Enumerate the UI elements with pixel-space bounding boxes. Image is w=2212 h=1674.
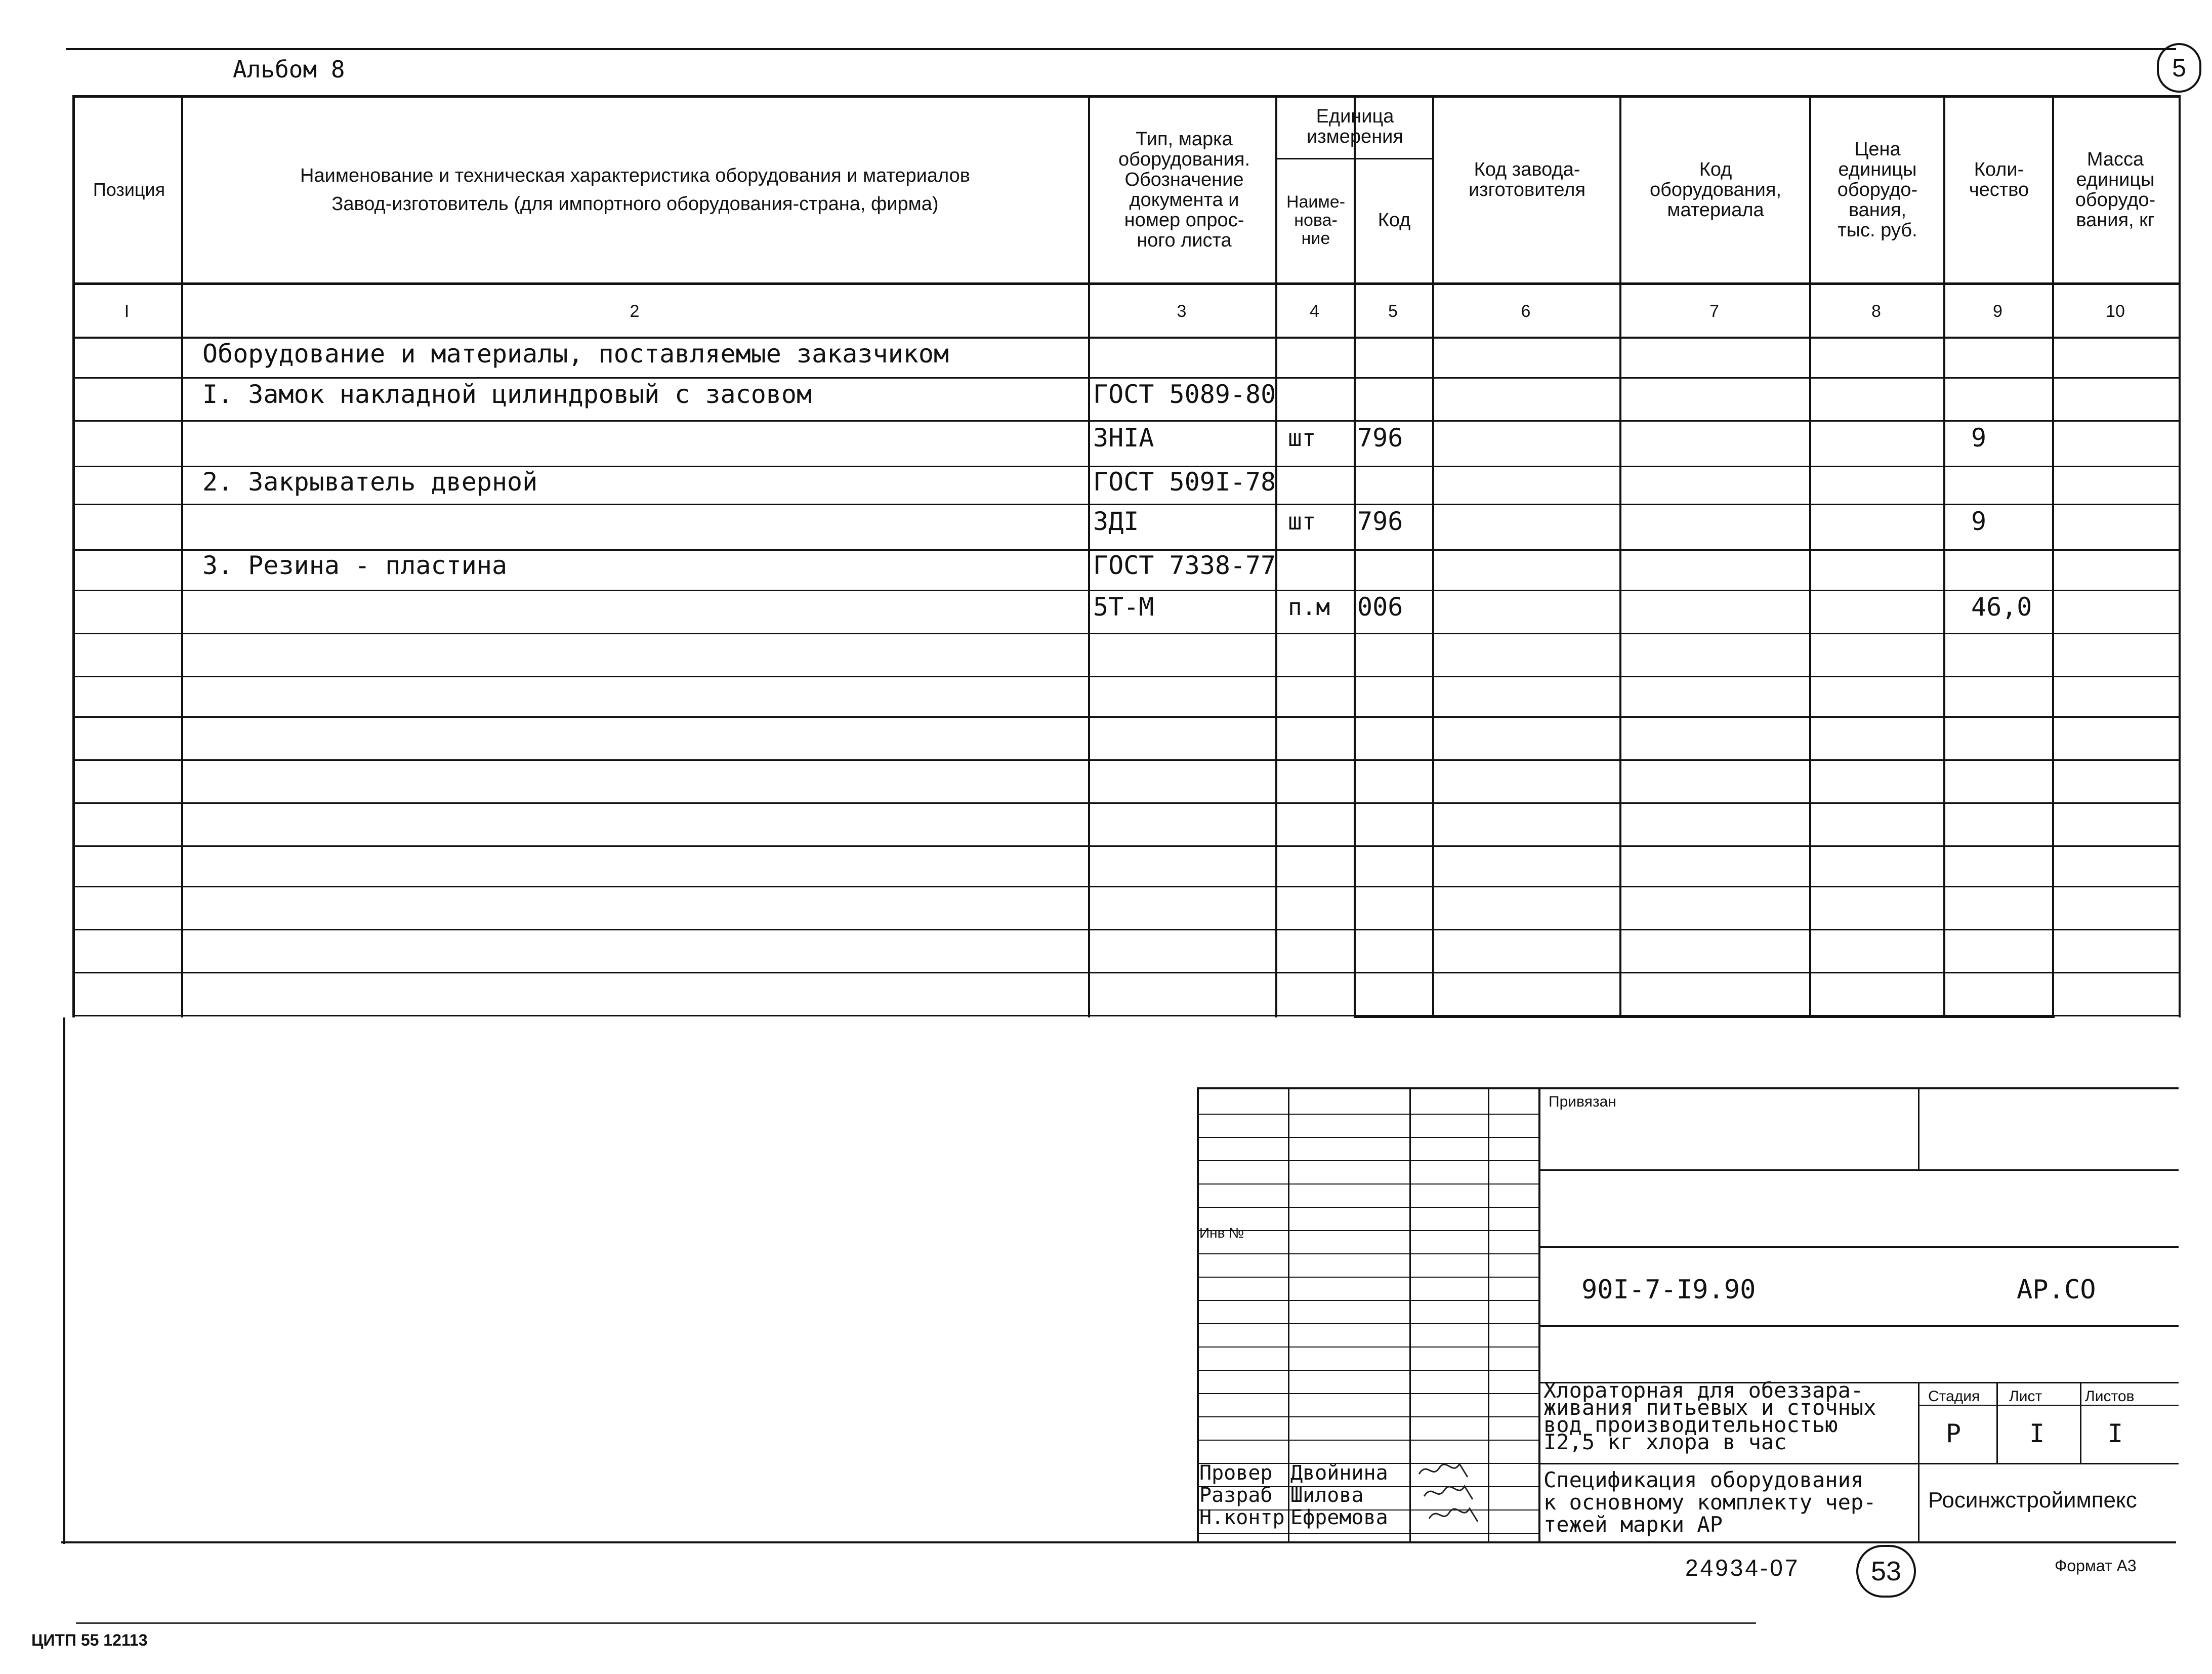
column-number: 9	[1993, 301, 2002, 321]
tb-row	[1197, 1370, 1538, 1371]
corner-mark-label: 5	[2172, 54, 2186, 82]
row-type: ГОСТ 5089-80	[1093, 380, 1276, 409]
signer-name: Двойнина	[1290, 1461, 1388, 1485]
table-left-line	[72, 95, 75, 1017]
tb-line	[1538, 1169, 2179, 1171]
tb-left	[1197, 1087, 1199, 1543]
row-line	[72, 504, 2179, 505]
bottom-frame-line	[61, 1541, 2176, 1543]
left-edge-line	[63, 1017, 65, 1544]
row-code: 796	[1357, 507, 1403, 536]
tb-col	[1409, 1087, 1411, 1543]
row-name: 3. Резина - пластина	[202, 551, 508, 580]
tb-sheets-col	[2080, 1382, 2081, 1464]
row-unit: шт	[1288, 424, 1316, 452]
column-number: 4	[1310, 301, 1319, 321]
doc-mark: АР.СО	[2017, 1275, 2096, 1305]
column-number: 5	[1388, 301, 1398, 321]
column-line	[1619, 95, 1621, 1017]
row-name: Оборудование и материалы, поставляемые заказчиком	[202, 339, 949, 369]
header-position: Позиция	[93, 179, 165, 200]
row-line	[72, 845, 2179, 847]
sheet-label: Лист	[2009, 1388, 2042, 1405]
tb-line	[1538, 1325, 2179, 1327]
header-price: Цена единицы оборудо- вания, тыс. руб.	[1837, 139, 1918, 241]
tb-row	[1197, 1277, 1538, 1278]
stage-value: Р	[1946, 1419, 1961, 1448]
column-number: 2	[630, 301, 640, 321]
row-unit: шт	[1288, 508, 1316, 535]
tb-row	[1197, 1440, 1538, 1441]
row-code: 006	[1357, 592, 1403, 622]
column-number: 8	[1871, 301, 1881, 321]
tb-bound-col	[1918, 1087, 1919, 1171]
tb-row	[1197, 1416, 1538, 1417]
row-type: ГОСТ 509I-78	[1093, 467, 1276, 497]
page-number-circle	[1856, 1545, 1916, 1598]
row-qty: 9	[1971, 507, 1987, 536]
tb-row	[1197, 1323, 1538, 1324]
signer-role: Н.контр	[1199, 1506, 1285, 1529]
row-line	[72, 377, 2179, 379]
signature-mark	[1427, 1503, 1483, 1531]
print-code: ЦИТП 55 12113	[31, 1631, 148, 1649]
tb-stage-col	[1918, 1382, 1919, 1543]
format-label: Формат А3	[2055, 1557, 2137, 1575]
tb-row	[1197, 1183, 1538, 1185]
column-line	[1088, 95, 1090, 1017]
sheets-label: Листов	[2085, 1388, 2135, 1405]
row-type: 5Т-М	[1093, 592, 1154, 622]
inventory-label: Инв №	[1199, 1225, 1244, 1241]
header-mass: Масса единицы оборудо- вания, кг	[2075, 149, 2156, 231]
sheet-title: Спецификация оборудования к основному комплекту чер- тежей марки АР	[1543, 1467, 1876, 1537]
tb-divider	[1538, 1087, 1540, 1543]
header-unit: Единица измерения	[1307, 106, 1403, 147]
tb-row	[1197, 1207, 1538, 1208]
row-code: 796	[1357, 423, 1403, 453]
tb-line	[1538, 1246, 2179, 1248]
signer-name: Шилова	[1290, 1484, 1364, 1507]
header-factory-code: Код завода- изготовителя	[1468, 159, 1586, 200]
page-number: 53	[1870, 1556, 1902, 1586]
row-line	[72, 420, 2179, 422]
row-line	[72, 886, 2179, 887]
tb-row	[1197, 1230, 1538, 1231]
project-title: Хлораторная для обеззара- живания питьевых и сточных вод производительностью I2,5 кг хлора в час	[1543, 1378, 1876, 1454]
bound-label: Привязан	[1549, 1093, 1616, 1110]
header-qty: Коли- чество	[1969, 159, 2029, 200]
row-type: ГОСТ 7338-77	[1093, 551, 1276, 580]
tb-sheet-col	[1996, 1382, 1998, 1464]
column-line	[1809, 95, 1811, 1017]
row-type: ЗДI	[1093, 507, 1139, 536]
column-line	[1432, 95, 1434, 1017]
tb-row	[1197, 1114, 1538, 1115]
row-type: ЗНIА	[1093, 423, 1154, 453]
bold-line	[2052, 337, 2054, 1017]
tb-line	[1538, 1463, 2179, 1464]
row-line	[72, 676, 2179, 677]
signer-role: Разраб	[1199, 1484, 1273, 1507]
header-name: Наименование и техническая характеристика оборудования и материалов Завод-изготовитель (для импортного оборудования-страна, фирма)	[300, 165, 970, 215]
stage-label: Стадия	[1928, 1388, 1980, 1405]
number-row-bottom-line	[72, 337, 2179, 339]
column-number: 10	[2106, 301, 2125, 321]
row-line	[72, 972, 2179, 973]
sheet-value: I	[2029, 1419, 2045, 1448]
inventory-number: 24934-07	[1685, 1555, 1800, 1581]
row-qty: 9	[1971, 423, 1987, 453]
table-right-line	[2179, 95, 2181, 1017]
row-name: I. Замок накладной цилиндровый с засовом	[202, 380, 812, 409]
sheets-value: I	[2108, 1419, 2123, 1448]
tb-row	[1197, 1393, 1538, 1394]
header-type: Тип, марка оборудования. Обозначение документа и номер опрос- ного листа	[1118, 129, 1250, 251]
tb-col	[1488, 1087, 1489, 1543]
tb-row	[1197, 1253, 1538, 1254]
column-number: 3	[1177, 301, 1187, 321]
tb-col	[1288, 1087, 1289, 1543]
row-qty: 46,0	[1971, 592, 2032, 622]
footer-rule	[76, 1622, 1756, 1624]
row-line	[72, 929, 2179, 930]
tb-row	[1197, 1300, 1538, 1301]
album-label: Альбом 8	[233, 56, 345, 83]
bold-line	[1354, 1015, 2055, 1018]
bold-line	[1354, 337, 1356, 1017]
row-line	[72, 590, 2179, 591]
doc-code: 90I-7-I9.90	[1581, 1275, 1756, 1305]
row-line	[72, 716, 2179, 718]
tb-top	[1197, 1087, 2179, 1089]
tb-row	[1197, 1533, 1538, 1534]
row-unit: п.м	[1288, 593, 1330, 621]
organization: Росинжстройимпекс	[1928, 1488, 2137, 1513]
tb-row	[1197, 1346, 1538, 1348]
tb-row	[1197, 1160, 1538, 1161]
column-line	[1943, 95, 1945, 1017]
tb-row	[1197, 1137, 1538, 1138]
row-line	[72, 633, 2179, 634]
signer-name: Ефремова	[1290, 1506, 1388, 1529]
header-equipment-code: Код оборудования, материала	[1649, 159, 1782, 221]
column-number: I	[124, 301, 130, 321]
header-unit-code: Код	[1378, 210, 1411, 231]
column-number: 6	[1521, 301, 1531, 321]
column-number: 7	[1709, 301, 1719, 321]
signer-role: Провер	[1199, 1461, 1273, 1485]
row-line	[72, 802, 2179, 804]
row-name: 2. Закрыватель дверной	[202, 467, 538, 497]
row-line	[72, 759, 2179, 761]
header-unit-name: Наиме- нова- ние	[1286, 192, 1346, 248]
